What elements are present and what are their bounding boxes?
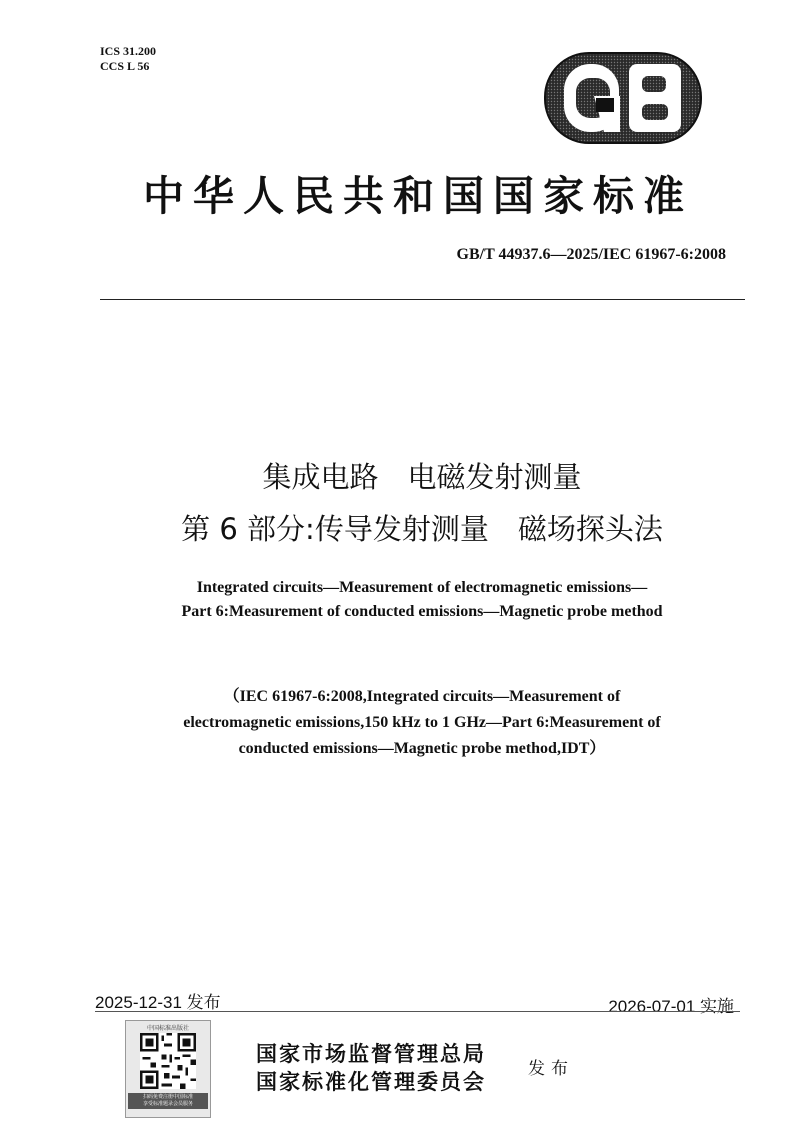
classification-codes xyxy=(100,44,156,74)
issuer-sac: 国家标准化管理委员会 xyxy=(256,1069,486,1094)
idt-line1: （IEC 61967-6:2008,Integrated circuits—Measurement of xyxy=(223,688,621,705)
english-title xyxy=(60,576,784,624)
qr-footer-line2: 享受标准题录会员服务 xyxy=(142,1101,193,1107)
idt-line2: electromagnetic emissions,150 kHz to 1 GHz—Part 6:Measurement of xyxy=(183,714,661,731)
issuer-samr: 国家市场监督管理总局 xyxy=(256,1041,486,1066)
idt-line3: conducted emissions—Magnetic probe method,IDT） xyxy=(238,740,606,757)
country-standard-title: 中华人民共和国国家标准 xyxy=(143,172,693,220)
chinese-title-line2: 第 6 部分:传导发射测量 磁场探头法 xyxy=(181,512,663,546)
qr-code-icon xyxy=(140,1033,196,1089)
qr-badge[interactable] xyxy=(125,1020,211,1118)
implementation-date: 2026-07-01 实施 xyxy=(608,997,734,1016)
gb-logo xyxy=(544,52,702,144)
identical-standard-reference xyxy=(60,684,784,762)
qr-badge-header: 中国标准出版社 xyxy=(146,1025,189,1032)
publish-label: 发布 xyxy=(528,1059,574,1079)
english-title-line1: Integrated circuits—Measurement of electromagnetic emissions— xyxy=(196,579,648,596)
ccs-code: CCS L 56 xyxy=(100,59,150,73)
chinese-title-line1: 集成电路 电磁发射测量 xyxy=(262,460,582,494)
english-title-line2: Part 6:Measurement of conducted emissions—Magnetic probe method xyxy=(181,603,663,620)
ics-code: ICS 31.200 xyxy=(100,44,157,58)
header-divider xyxy=(100,299,745,300)
footer-divider xyxy=(95,1011,740,1012)
qr-badge-footer xyxy=(128,1093,208,1109)
qr-footer-line1: 扫码免费注册中国标准 xyxy=(142,1094,193,1100)
issuing-authorities xyxy=(256,1040,486,1096)
issue-date: 2025-12-31 发布 xyxy=(95,993,221,1012)
standard-number: GB/T 44937.6—2025/IEC 61967-6:2008 xyxy=(456,246,726,263)
